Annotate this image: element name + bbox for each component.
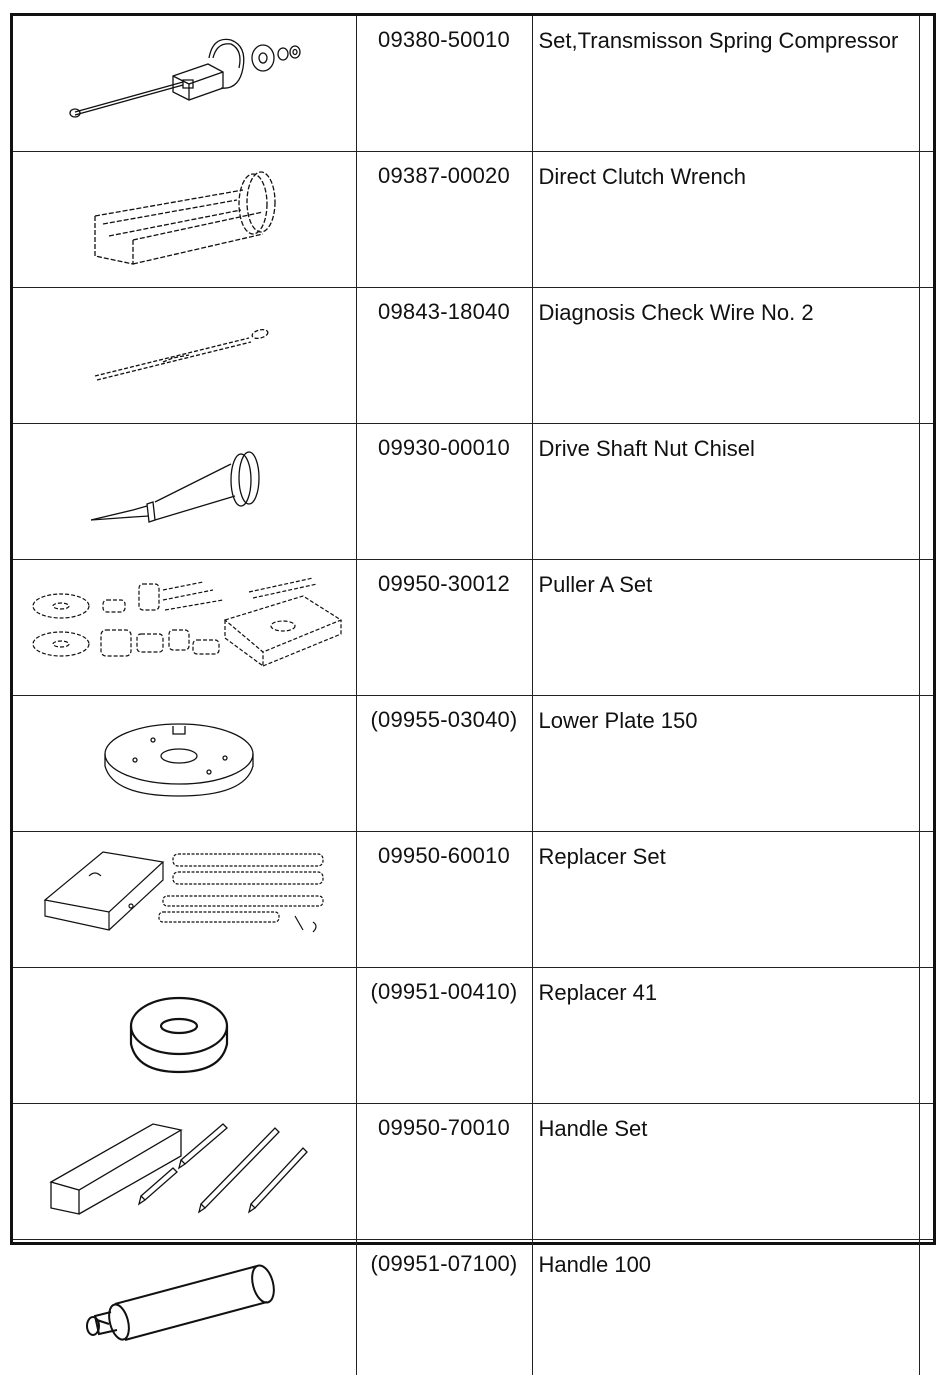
tool-name: Drive Shaft Nut Chisel (539, 434, 913, 464)
tool-illustration-cell (13, 152, 356, 288)
reference-cell (919, 1104, 933, 1240)
part-number: 09950-70010 (357, 1115, 532, 1141)
reference-cell (919, 424, 933, 560)
part-number-cell (356, 152, 532, 288)
replacer-set-icon (13, 832, 356, 956)
part-number: (09955-03040) (357, 707, 532, 733)
replacer-ring-icon (13, 968, 356, 1092)
tool-name: Set,Transmisson Spring Compressor (539, 26, 913, 56)
table-row (13, 424, 933, 560)
tool-name-cell (532, 560, 919, 696)
tool-illustration-cell (13, 560, 356, 696)
table-row (13, 560, 933, 696)
reference-cell (919, 288, 933, 424)
tool-name: Diagnosis Check Wire No. 2 (539, 298, 913, 328)
clutch-wrench-icon (13, 152, 356, 276)
table-row (13, 696, 933, 832)
reference-cell (919, 968, 933, 1104)
reference-cell (919, 832, 933, 968)
tool-illustration-cell (13, 968, 356, 1104)
tool-name-cell (532, 1240, 919, 1375)
puller-set-icon (13, 560, 356, 684)
spring-compressor-icon (13, 16, 356, 140)
table-row (13, 16, 933, 152)
part-number-cell (356, 696, 532, 832)
tool-name-cell (532, 288, 919, 424)
check-wire-icon (13, 288, 356, 412)
table-row (13, 152, 933, 288)
handle-icon (13, 1240, 356, 1364)
part-number-cell (356, 288, 532, 424)
part-number: 09950-30012 (357, 571, 532, 597)
tool-illustration-cell (13, 1240, 356, 1375)
part-number-cell (356, 1240, 532, 1375)
part-number: (09951-07100) (357, 1251, 532, 1277)
tool-name: Handle 100 (539, 1250, 913, 1280)
tool-illustration-cell (13, 1104, 356, 1240)
tool-name-cell (532, 832, 919, 968)
part-number: 09380-50010 (357, 27, 532, 53)
tool-name: Replacer 41 (539, 978, 913, 1008)
special-tools-table (13, 16, 933, 1375)
reference-cell (919, 560, 933, 696)
reference-cell (919, 152, 933, 288)
tool-name: Direct Clutch Wrench (539, 162, 913, 192)
reference-cell (919, 1240, 933, 1375)
part-number-cell (356, 560, 532, 696)
lower-plate-icon (13, 696, 356, 820)
tool-name-cell (532, 152, 919, 288)
part-number-cell (356, 16, 532, 152)
table-row (13, 1104, 933, 1240)
part-number-cell (356, 832, 532, 968)
tool-illustration-cell (13, 16, 356, 152)
reference-cell (919, 16, 933, 152)
part-number: 09930-00010 (357, 435, 532, 461)
chisel-icon (13, 424, 356, 548)
tool-illustration-cell (13, 288, 356, 424)
tool-name-cell (532, 16, 919, 152)
tool-illustration-cell (13, 696, 356, 832)
part-number-cell (356, 424, 532, 560)
tool-name: Puller A Set (539, 570, 913, 600)
tool-name-cell (532, 424, 919, 560)
tool-illustration-cell (13, 832, 356, 968)
part-number: 09387-00020 (357, 163, 532, 189)
tool-name-cell (532, 1104, 919, 1240)
special-tools-table-frame (10, 13, 936, 1245)
table-row (13, 288, 933, 424)
tool-illustration-cell (13, 424, 356, 560)
table-row (13, 832, 933, 968)
part-number: 09843-18040 (357, 299, 532, 325)
tool-name: Replacer Set (539, 842, 913, 872)
table-row (13, 968, 933, 1104)
tool-name-cell (532, 696, 919, 832)
part-number: 09950-60010 (357, 843, 532, 869)
reference-cell (919, 696, 933, 832)
part-number: (09951-00410) (357, 979, 532, 1005)
tool-name: Handle Set (539, 1114, 913, 1144)
part-number-cell (356, 968, 532, 1104)
part-number-cell (356, 1104, 532, 1240)
handle-set-icon (13, 1104, 356, 1228)
tool-name-cell (532, 968, 919, 1104)
tool-name: Lower Plate 150 (539, 706, 913, 736)
table-row (13, 1240, 933, 1375)
